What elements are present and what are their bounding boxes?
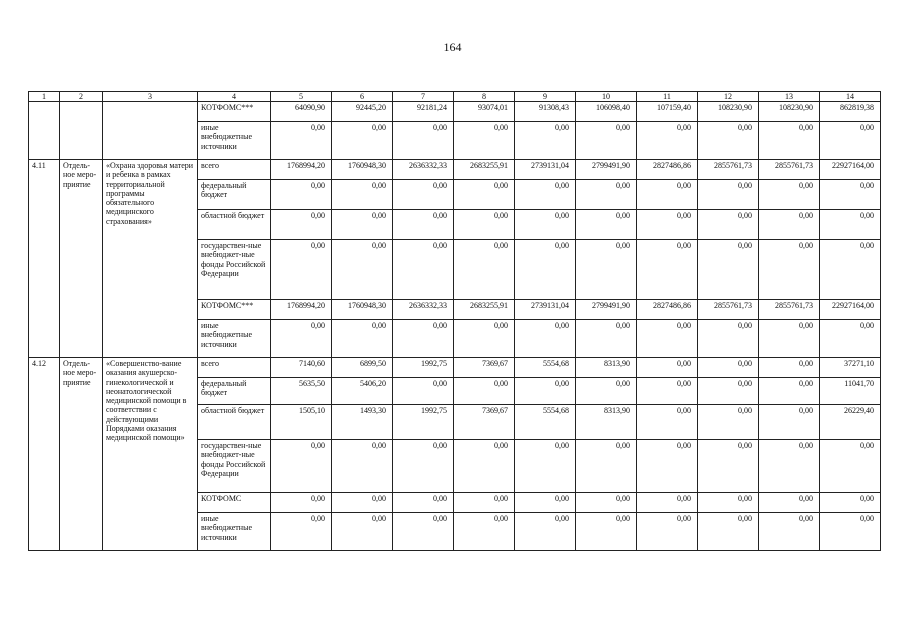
value-cell: 2855761,73 (759, 160, 820, 180)
value-cell: 0,00 (332, 240, 393, 300)
value-cell: 0,00 (454, 513, 515, 551)
value-cell: 0,00 (820, 493, 881, 513)
funding-source: областной бюджет (198, 210, 271, 240)
value-cell: 0,00 (332, 122, 393, 160)
value-cell: 0,00 (637, 320, 698, 358)
column-header-6: 6 (332, 92, 393, 102)
value-cell: 2855761,73 (698, 160, 759, 180)
value-cell: 0,00 (576, 493, 637, 513)
value-cell: 0,00 (515, 180, 576, 210)
value-cell: 0,00 (332, 210, 393, 240)
value-cell: 0,00 (759, 210, 820, 240)
column-header-1: 1 (29, 92, 60, 102)
value-cell: 0,00 (698, 240, 759, 300)
value-cell: 0,00 (332, 440, 393, 493)
value-cell: 0,00 (637, 378, 698, 405)
value-cell: 108230,90 (759, 102, 820, 122)
continued-type-cell (60, 102, 103, 160)
value-cell: 0,00 (637, 240, 698, 300)
column-header-13: 13 (759, 92, 820, 102)
column-header-5: 5 (271, 92, 332, 102)
value-cell: 1768994,20 (271, 160, 332, 180)
column-header-14: 14 (820, 92, 881, 102)
value-cell: 0,00 (393, 378, 454, 405)
value-cell: 107159,40 (637, 102, 698, 122)
value-cell: 0,00 (332, 513, 393, 551)
measure-number: 4.11 (29, 160, 60, 358)
value-cell: 0,00 (393, 320, 454, 358)
value-cell: 0,00 (332, 493, 393, 513)
value-cell: 0,00 (698, 320, 759, 358)
measure-name: «Охрана здоровья матери и ребенка в рамках территориальной программы обязательного медицинского страхования» (103, 160, 198, 358)
value-cell: 0,00 (698, 180, 759, 210)
funding-source: государствен-ные внебюджет-ные фонды Российской Федерации (198, 440, 271, 493)
value-cell: 2739131,04 (515, 300, 576, 320)
value-cell: 106098,40 (576, 102, 637, 122)
measure-type: Отдель-ное меро-приятие (60, 358, 103, 551)
value-cell: 0,00 (637, 513, 698, 551)
value-cell: 0,00 (820, 240, 881, 300)
value-cell: 2855761,73 (698, 300, 759, 320)
value-cell: 0,00 (454, 320, 515, 358)
value-cell: 0,00 (820, 320, 881, 358)
value-cell: 2799491,90 (576, 300, 637, 320)
value-cell: 1768994,20 (271, 300, 332, 320)
funding-source: всего (198, 160, 271, 180)
column-header-3: 3 (103, 92, 198, 102)
value-cell: 1760948,30 (332, 160, 393, 180)
value-cell: 0,00 (759, 122, 820, 160)
value-cell: 0,00 (454, 493, 515, 513)
funding-source: иные внебюджетные источники (198, 122, 271, 160)
value-cell: 7369,67 (454, 405, 515, 440)
value-cell: 0,00 (515, 378, 576, 405)
value-cell: 8313,90 (576, 358, 637, 378)
value-cell: 0,00 (271, 440, 332, 493)
value-cell: 7140,60 (271, 358, 332, 378)
column-header-8: 8 (454, 92, 515, 102)
value-cell: 0,00 (759, 240, 820, 300)
value-cell: 0,00 (759, 378, 820, 405)
value-cell: 0,00 (271, 210, 332, 240)
value-cell: 0,00 (271, 122, 332, 160)
value-cell: 0,00 (759, 405, 820, 440)
value-cell: 0,00 (393, 180, 454, 210)
continued-name-cell (103, 102, 198, 160)
value-cell: 5635,50 (271, 378, 332, 405)
value-cell: 93074,01 (454, 102, 515, 122)
value-cell: 0,00 (759, 320, 820, 358)
value-cell: 5406,20 (332, 378, 393, 405)
value-cell: 0,00 (576, 378, 637, 405)
value-cell: 0,00 (576, 320, 637, 358)
value-cell: 5554,68 (515, 358, 576, 378)
value-cell: 92181,24 (393, 102, 454, 122)
column-header-2: 2 (60, 92, 103, 102)
funding-source: КОТФОМС (198, 493, 271, 513)
value-cell: 0,00 (454, 180, 515, 210)
value-cell: 108230,90 (698, 102, 759, 122)
value-cell: 0,00 (698, 358, 759, 378)
column-header-10: 10 (576, 92, 637, 102)
value-cell: 0,00 (637, 440, 698, 493)
value-cell: 0,00 (698, 378, 759, 405)
header-row (29, 92, 881, 102)
value-cell: 0,00 (454, 440, 515, 493)
value-cell: 0,00 (698, 405, 759, 440)
value-cell: 0,00 (393, 440, 454, 493)
value-cell: 7369,67 (454, 358, 515, 378)
value-cell: 2636332,33 (393, 160, 454, 180)
funding-source: иные внебюджетные источники (198, 513, 271, 551)
measure-type: Отдель-ное меро-приятие (60, 160, 103, 358)
value-cell: 22927164,00 (820, 160, 881, 180)
value-cell: 22927164,00 (820, 300, 881, 320)
funding-source: КОТФОМС*** (198, 102, 271, 122)
continued-number-cell (29, 102, 60, 160)
table-body (29, 92, 881, 551)
value-cell: 0,00 (576, 210, 637, 240)
value-cell: 26229,40 (820, 405, 881, 440)
value-cell: 0,00 (698, 513, 759, 551)
value-cell: 1760948,30 (332, 300, 393, 320)
value-cell: 0,00 (637, 405, 698, 440)
value-cell: 0,00 (698, 440, 759, 493)
column-header-12: 12 (698, 92, 759, 102)
value-cell: 37271,10 (820, 358, 881, 378)
value-cell: 0,00 (759, 440, 820, 493)
value-cell: 2855761,73 (759, 300, 820, 320)
value-cell: 0,00 (393, 513, 454, 551)
value-cell: 64090,90 (271, 102, 332, 122)
value-cell: 2827486,86 (637, 160, 698, 180)
value-cell: 0,00 (454, 240, 515, 300)
column-header-9: 9 (515, 92, 576, 102)
funding-source: государствен-ные внебюджет-ные фонды Российской Федерации (198, 240, 271, 300)
value-cell: 0,00 (820, 513, 881, 551)
value-cell: 0,00 (576, 440, 637, 493)
value-cell: 0,00 (637, 210, 698, 240)
value-cell: 8313,90 (576, 405, 637, 440)
funding-source: иные внебюджетные источники (198, 320, 271, 358)
value-cell: 0,00 (454, 210, 515, 240)
value-cell: 91308,43 (515, 102, 576, 122)
value-cell: 0,00 (515, 210, 576, 240)
value-cell: 6899,50 (332, 358, 393, 378)
value-cell: 0,00 (576, 122, 637, 160)
value-cell: 2683255,91 (454, 160, 515, 180)
value-cell: 0,00 (454, 122, 515, 160)
value-cell: 1992,75 (393, 358, 454, 378)
value-cell: 92445,20 (332, 102, 393, 122)
funding-source: областной бюджет (198, 405, 271, 440)
value-cell: 0,00 (271, 493, 332, 513)
value-cell: 11041,70 (820, 378, 881, 405)
value-cell: 0,00 (820, 440, 881, 493)
value-cell: 0,00 (515, 513, 576, 551)
value-cell: 0,00 (271, 513, 332, 551)
budget-table (28, 91, 881, 551)
column-header-7: 7 (393, 92, 454, 102)
value-cell: 0,00 (637, 180, 698, 210)
value-cell: 0,00 (515, 122, 576, 160)
value-cell: 0,00 (698, 493, 759, 513)
value-cell: 0,00 (515, 320, 576, 358)
value-cell: 2827486,86 (637, 300, 698, 320)
value-cell: 0,00 (576, 513, 637, 551)
value-cell: 1505,10 (271, 405, 332, 440)
value-cell: 0,00 (637, 122, 698, 160)
value-cell: 0,00 (698, 122, 759, 160)
value-cell: 1493,30 (332, 405, 393, 440)
value-cell: 0,00 (759, 358, 820, 378)
value-cell: 0,00 (759, 493, 820, 513)
value-cell: 0,00 (698, 210, 759, 240)
value-cell: 0,00 (820, 210, 881, 240)
value-cell: 0,00 (454, 378, 515, 405)
value-cell: 0,00 (271, 240, 332, 300)
table-row (29, 160, 881, 180)
value-cell: 1992,75 (393, 405, 454, 440)
value-cell: 0,00 (271, 180, 332, 210)
value-cell: 0,00 (820, 122, 881, 160)
value-cell: 0,00 (759, 513, 820, 551)
funding-source: федеральный бюджет (198, 180, 271, 210)
value-cell: 0,00 (759, 180, 820, 210)
funding-source: всего (198, 358, 271, 378)
value-cell: 0,00 (332, 320, 393, 358)
page-number: 164 (443, 40, 462, 54)
value-cell: 0,00 (637, 358, 698, 378)
table-row (29, 102, 881, 122)
value-cell: 0,00 (515, 440, 576, 493)
value-cell: 0,00 (393, 240, 454, 300)
table-row (29, 358, 881, 378)
value-cell: 0,00 (393, 122, 454, 160)
value-cell: 0,00 (332, 180, 393, 210)
value-cell: 0,00 (576, 240, 637, 300)
value-cell: 0,00 (515, 493, 576, 513)
value-cell: 0,00 (576, 180, 637, 210)
value-cell: 0,00 (393, 493, 454, 513)
value-cell: 5554,68 (515, 405, 576, 440)
value-cell: 0,00 (271, 320, 332, 358)
value-cell: 0,00 (393, 210, 454, 240)
funding-source: КОТФОМС*** (198, 300, 271, 320)
value-cell: 2683255,91 (454, 300, 515, 320)
value-cell: 0,00 (515, 240, 576, 300)
measure-number: 4.12 (29, 358, 60, 551)
value-cell: 2739131,04 (515, 160, 576, 180)
value-cell: 2799491,90 (576, 160, 637, 180)
measure-name: «Совершенство-вание оказания акушерско-гинекологической и неонатологической медицинской помощи в соответствии с действующими Порядками оказания медицинской помощи» (103, 358, 198, 551)
column-header-11: 11 (637, 92, 698, 102)
value-cell: 2636332,33 (393, 300, 454, 320)
column-header-4: 4 (198, 92, 271, 102)
value-cell: 0,00 (820, 180, 881, 210)
funding-source: федеральный бюджет (198, 378, 271, 405)
value-cell: 0,00 (637, 493, 698, 513)
value-cell: 862819,38 (820, 102, 881, 122)
